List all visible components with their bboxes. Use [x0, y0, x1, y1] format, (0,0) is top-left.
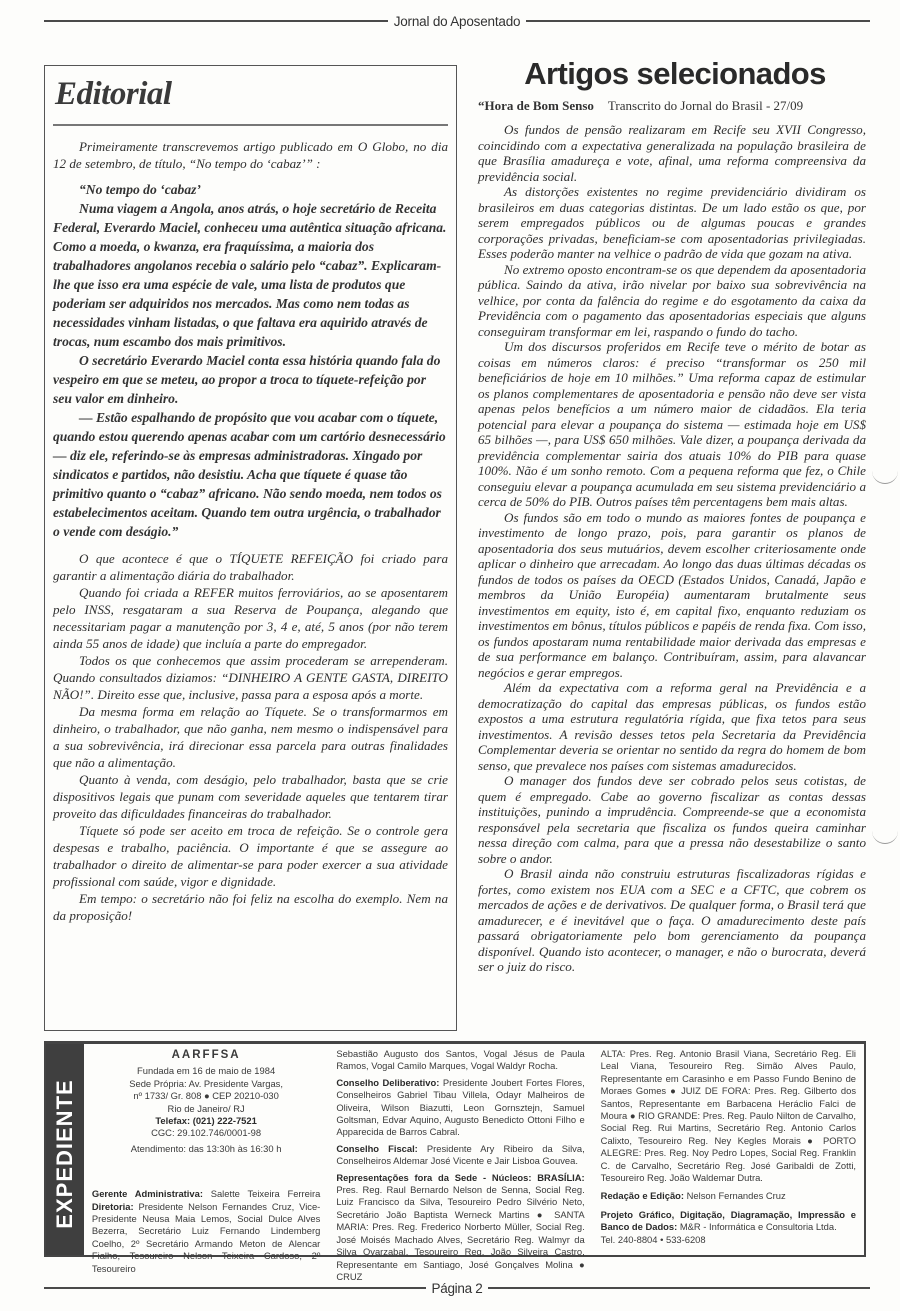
- quote-paragraph: O secretário Everardo Maciel conta essa história quando fala do vespeiro em que se meteu, ao propor a troca to tíquete-refeição por seu valor em dinheiro.: [53, 353, 441, 406]
- article-source: Transcrito do Jornal do Brasil - 27/09: [607, 98, 804, 113]
- representacoes: Representações fora da Sede - Núcleos: BRASÍLIA: Pres. Reg. Raul Bernardo Nelson de Senna, Social Reg. Luiz Francisco da Silva, Tesoureiro Pedro Silvério Neto, Secretário João Baptista Werneck Martins ● SANTA MARIA: Pres. Reg. Frederico Norberto Müller, Social Reg. José Moisés Machado Alves, Secretário Reg. Walmyr da Silva Oyarzabal, Tesoureiro Reg. João Silveira Castro, Representante em Santiago, José Gonçalves Molina ● CRUZ: [336, 1171, 585, 1282]
- page-number: Página 2: [431, 1280, 483, 1296]
- article-title: “Hora de Bom Senso: [478, 98, 594, 113]
- expediente-band: [46, 1044, 84, 1255]
- conselho-deliberativo: Conselho Deliberativo: Presidente Joubert Fortes Flores, Conselheiros Gabriel Tibau Villela, Odayr Malheiros de Oliveira, Wilson Biazutti, Leon Gornsztejn, Samuel Goltsman, Edvar Aquino, Augusto Benedicto Ottoni Filho e Apparecida de Barros Cabral.: [336, 1076, 585, 1138]
- editorial-intro: [53, 138, 448, 172]
- editorial-box: [44, 65, 457, 1031]
- page-footer: [44, 1278, 870, 1298]
- body-paragraph: O que acontece é que o TÍQUETE REFEIÇÃO foi criado para garantir a alimentação diária do trabalhador.: [53, 551, 448, 583]
- expediente-column-3: [591, 1044, 864, 1255]
- body-paragraph: Todos os que conhecemos que assim procederam se arrependeram. Quando consultados diziamos: “DINHEIRO A GENTE GASTA, DIREITO NÃO!”. Direito esse que, inclusive, passa para a esposa após a morte.: [53, 653, 448, 702]
- quote-paragraph: Numa viagem a Angola, anos atrás, o hoje secretário de Receita Federal, Everardo Maciel, conheceu uma autêntica situação africana. Como a moeda, o kwanza, era fraquíssima, a maioria dos trabalhadores angolanos recebia o salário pelo “cabaz”. Explicaram-lhe que isso era uma espécie de vale, uma lista de produtos que poderiam ser adquiridos nos mercados. Mas como nem todas as necessidades vinham listadas, o que faltava era aquirido através de trocas, num escambo dos mais primitivos.: [53, 201, 447, 349]
- body-paragraph: Quando foi criada a REFER muitos ferroviários, ao se aposentarem pelo INSS, resgataram a sua Reserva de Poupança, alegando que necessitariam pagar a manutenção por 3, 4 e, até, 5 anos (por não terem ainda 55 anos de idade) que incluía a parte do empregador.: [53, 585, 448, 651]
- body-paragraph: Tíquete só pode ser aceito em troca de refeição. Se o controle gera despesas e trabalho, paciência. O importante é que se assegure ao trabalhador o direito de alimentar-se para poder exercer a sua atividade profissional com saúde, vigor e dignidade.: [53, 823, 448, 889]
- body-paragraph: Em tempo: o secretário não foi feliz na escolha do exemplo. Nem na da proposição!: [53, 891, 448, 923]
- article-paragraph: As distorções existentes no regime previdenciário dividiram os brasileiros em duas categorias distintas. De um lado estão os que, por serem empregados públicos ou de algumas poucas e grandes corporações privadas, beneficiam-se com aposentadorias privilegiadas. Esses poderão manter na velhice o padrão de vida que gozam na ativa.: [478, 184, 866, 261]
- redacao: Redação e Edição: Nelson Fernandes Cruz: [600, 1190, 786, 1202]
- staff-list: [92, 1188, 320, 1275]
- article-paragraph: Um dos discursos proferidos em Recife teve o mérito de botar as coisas em números claros: é preciso “transformar os 250 mil beneficiários de hoje em 10 milhões.” Uma reforma capaz de estimular os planos complementares de aposentadoria e pensão não deve ser vista apenas pelos benefícios a um número maior de cidadãos. Ela teria potencial para elevar a poupança do sistema — estimada hoje em US$ 65 bilhões —, para US$ 650 milhões. Vale dizer, a poupança derivada da previdência complementar sairia dos atuais 10% do PIB para quase 100%. Não é um sonho remoto. Com a pequena reforma que fez, o Chile conseguiu elevar a poupança acumulada em seu sistema previdenciário a cerca de 50% do PIB. Outros países têm percentagens bem mais altas.: [478, 339, 866, 509]
- article-paragraph: Os fundos de pensão realizaram em Recife seu XVII Congresso, coincidindo com a expectativa generalizada na população brasileira de que Brasília amadureça e vote, afinal, uma reforma compreensiva da previdência social.: [478, 122, 866, 184]
- editorial-body: [53, 550, 448, 924]
- article-paragraph: Os fundos são em todo o mundo as maiores fontes de poupança e investimento de longo prazo, pois, para garantir os planos de aposentadoria dos seus mutuários, devem escolher criteriosamente onde aplicar o dinheiro que arrecadam. Ao longo das duas últimas décadas os fundos de todos os países da OECD (Estados Unidos, Canadá, Japão e membros da União Européia) aumentaram brutalmente seus investimentos em equity, isto é, em capital fixo, enquanto reduziam os investimentos em bônus, títulos públicos e papéis de renda fixa. Com isso, os fundos apostaram numa rentabilidade maior derivada das empresas e de sua performance em balanço. Contribuíram, assim, para alavancar negócios e gerar empregos.: [478, 509, 866, 680]
- address-line-2: nº 1733/ Gr. 808 ● CEP 20210-030: [133, 1090, 279, 1102]
- quote-title: “No tempo do ‘cabaz’: [79, 182, 201, 197]
- header-rule-left: [44, 20, 388, 22]
- diretoria-names: Presidente Nelson Fernandes Cruz, Vice-Presidente Neusa Maia Lemos, Social Dulce Alves Bezerra, Secretário Luiz Fernando Lindemberg Coelho, 2º Secretário Armando Meton de Alencar Fialho, Tesoureiro Nelson Teixeira Cardoso, 2º Tesoureiro: [91, 1200, 321, 1274]
- expediente-column-1: [84, 1044, 326, 1274]
- cgc: CGC: 29.102.746/0001-98: [151, 1127, 262, 1139]
- publication-title: Jornal do Aposentado: [393, 13, 521, 29]
- body-paragraph: Da mesma forma em relação ao Tíquete. Se o transformarmos em dinheiro, o trabalhador, que não ganha, nem mesmo o indispensável para a sua sobrevivência, irá direcionar essa parcela para outras finalidades que não a alimentação.: [53, 704, 448, 770]
- phone: Telefax: (021) 222-7521: [155, 1115, 257, 1127]
- gerente-name: Salette Teixeira Ferreira: [210, 1188, 321, 1200]
- city: Rio de Janeiro/ RJ: [167, 1102, 245, 1114]
- editorial-divider: [53, 124, 448, 126]
- conselho-fiscal: Conselho Fiscal: Presidente Ary Ribeiro da Silva, Conselheiros Aldemar José Vicente e Jair Lisboa Gouvea.: [336, 1142, 585, 1167]
- editorial-quote: [53, 180, 448, 541]
- expediente-box: [44, 1041, 866, 1282]
- vogais: Sebastião Augusto dos Santos, Vogal Jésus de Paula Ramos, Vogal Camilo Marques, Vogal Waldyr Rocha.: [336, 1048, 585, 1072]
- expediente-column-2: [326, 1044, 590, 1282]
- nucleos: ALTA: Pres. Reg. Antonio Brasil Viana, Secretário Reg. Eli Leal Viana, Tesoureiro Reg. Simão Alves Paulo, Representante em Carasinho e em Passo Fundo Benino de Moraes Gomes ● JUIZ DE FORA: Pres. Reg. Gilberto dos Santos, Representante em Barbacena Heráclio Falci de Moura ● RIO GRANDE: Pres. Reg. Paulo Nilton de Carvalho, Social Reg. Rui Martins, Secretário Reg. Antonio Carlos Calixto, Tesoureiro Reg. Ney Kegles Morais ● PORTO ALEGRE: Pres. Reg. Noy Pedro Lopes, Social Reg. Franklin C. de Carvalho, Secretário Reg. José Garibaldi de Zotti, Tesoureiro Reg. João Waldemar Dutra.: [600, 1048, 857, 1184]
- article-paragraph: O manager dos fundos deve ser cobrado pelos seus cotistas, de quem é empregado. Cabe ao governo fiscalizar as contas dessas instituições, punindo a imprudência. Compreende-se que a economista responsável pela secretaria que fiscaliza os fundos queira caminhar nessa direção com calma, para que a pressa não desestabilize o santo sobre o andor.: [478, 773, 866, 866]
- artigos-title: Artigos selecionados: [524, 56, 826, 91]
- header-rule-right: [526, 20, 870, 22]
- page-header: [44, 11, 870, 31]
- address-line-1: Sede Própria: Av. Presidente Vargas,: [129, 1077, 283, 1089]
- contact-phone: Tel. 240-8804 • 533-6208: [600, 1233, 706, 1245]
- footer-rule-left: [44, 1287, 426, 1289]
- diretoria-label: Diretoria:: [91, 1200, 134, 1212]
- founded-date: Fundada em 16 de maio de 1984: [137, 1065, 276, 1077]
- office-hours: Atendimento: das 13:30h às 16:30 h: [130, 1142, 282, 1154]
- projeto-grafico: Projeto Gráfico, Digitação, Diagramação, Impressão e Banco de Dados: M&R - Informática e Consultoria Ltda.: [600, 1208, 857, 1233]
- article-paragraph: Além da expectativa com a reforma geral na Previdência e a democratização do capital das empresas públicas, os fundos estão expostos a uma estrutura regulatória rígida, que fixa tetos para seus investimentos. A revisão desses tetos pela Secretaria da Previdência Complementar deveria se orientar no sentido da regra do homem de bom senso, que prevalece nos países com sistemas amadurecidos.: [478, 680, 866, 773]
- expediente-label: EXPEDIENTE: [51, 1079, 77, 1229]
- editorial-title: Editorial: [55, 76, 172, 112]
- margin-mark: [872, 470, 898, 484]
- body-paragraph: Quanto à venda, com deságio, pelo trabalhador, basta que se crie dispositivos legais que punam com severidade aqueles que tentarem tirar proveito das dificuldades financeiras do trabalhador.: [53, 772, 448, 821]
- gerente-label: Gerente Administrativa:: [91, 1188, 203, 1200]
- org-name: AARFFSA: [171, 1049, 241, 1061]
- article-paragraph: O Brasil ainda não construiu estruturas fiscalizadoras rígidas e fortes, como existem nos EUA com a SEC e a CFTC, que cobrem os mercados de ações e de derivativos. De qualquer forma, o Brasil terá que amadurecer, e é inevitável que o faça. O amadurecimento deste país passará obrigatoriamente pelo bom gerenciamento da poupança disponível. Quando isto acontecer, o manager, e não o burocrata, deverá ser o juiz do risco.: [478, 866, 866, 974]
- artigos-section: [478, 56, 866, 975]
- article-byline: [478, 98, 866, 114]
- article-body: [478, 122, 866, 975]
- article-paragraph: No extremo oposto encontram-se os que dependem da aposentadoria pública. Saindo da ativa, irão nivelar por baixo sua sobrevivência na velhice, por conta da falência do regime e do esgotamento da caixa da Previdência com o pagamento das aposentadorias especiais que alguns conseguiram transformar em lei, raspando o fundo do tacho.: [478, 261, 866, 339]
- intro-paragraph: Primeiramente transcrevemos artigo publicado em O Globo, no dia 12 de setembro, de título, “No tempo do ‘cabaz’” :: [53, 139, 448, 171]
- quote-paragraph: — Estão espalhando de propósito que vou acabar com o tíquete, quando estou querendo apenas acabar com um cartório desnecessário — diz ele, referindo-se às empresas administradoras. Xingado por sindicatos e partidos, não desistiu. Acha que tíquete é quase tão primitivo quanto o “cabaz” africano. Não sendo moeda, nem todos os estabelecimentos aceitam. Quando tem outra urgência, o trabalhador o vende com deságio.”: [53, 410, 446, 539]
- margin-mark: [872, 830, 898, 844]
- footer-rule-right: [488, 1287, 870, 1289]
